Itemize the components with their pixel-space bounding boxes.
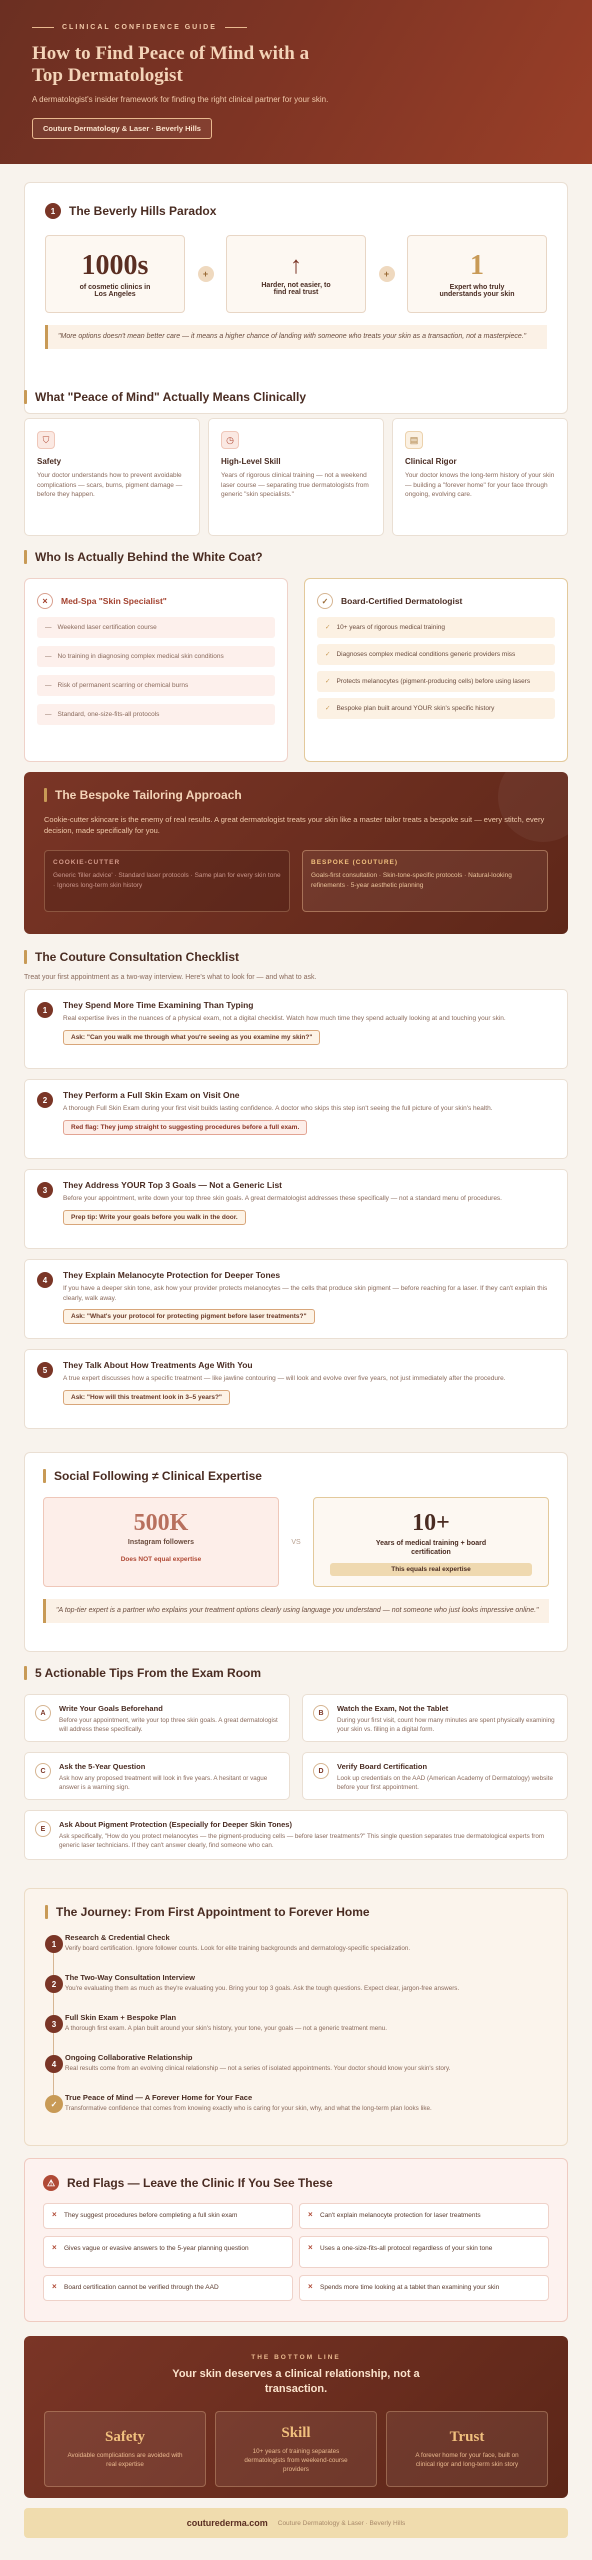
checklist-step: 4 They Explain Melanocyte Protection for Deeper Tones If you have a deeper skin tone, ask how your provider protects melanocytes — the cells that produce skin pigment — before reaching for a laser. If they can't explain this clearly, walk away. Ask: "What's your protocol for protecting pigment before laser treatments?" bbox=[24, 1259, 568, 1339]
journey-step: 4 Ongoing Collaborative Relationship Real results come from an evolving clinical relationship — not a series of isolated appointments. Your doctor should know your skin's story. bbox=[25, 2053, 567, 2093]
journey-step: 1 Research & Credential Check Verify board certification. Ignore follower counts. Look for elite training backgrounds and dermatology-specific specialization. bbox=[25, 1933, 567, 1973]
bespoke-desc: Cookie-cutter skincare is the enemy of real results. A great dermatologist treats your skin like a master tailor treats a bespoke suit — every stitch, every decision, made specifically for you. bbox=[44, 815, 545, 835]
paradox-card bbox=[24, 182, 568, 414]
list-item: — Weekend laser certification course bbox=[37, 617, 275, 638]
list-item: ✓ Protects melanocytes (pigment-producing cells) before using lasers bbox=[317, 671, 555, 692]
bottom-eyebrow: THE BOTTOM LINE bbox=[251, 2354, 341, 2361]
bottom-title: Your skin deserves a clinical relationship, not a transaction. bbox=[172, 2368, 420, 2395]
red-flag-item: × Can't explain melanocyte protection for laser treatments bbox=[299, 2203, 549, 2229]
bottom-card-trust: Trust A forever home for your face, built on clinical rigor and long-term skin story bbox=[386, 2411, 548, 2487]
journey-step: 2 The Two-Way Consultation Interview You're evaluating them as much as they're evaluating you. Bring your top 3 goals. Ask the tough questions. Expect clear, jargon-free answers. bbox=[25, 1973, 567, 2013]
list-item: — Standard, one-size-fits-all protocols bbox=[37, 704, 275, 725]
vs-label: VS bbox=[291, 1538, 301, 1546]
x-icon: × bbox=[37, 593, 53, 609]
hero-header bbox=[0, 0, 592, 164]
red-flags-card bbox=[24, 2158, 568, 2322]
footer-sub: Couture Dermatology & Laser · Beverly Hills bbox=[277, 2519, 406, 2527]
checklist-step: 2 They Perform a Full Skin Exam on Visit One A thorough Full Skin Exam during your first visit builds lasting confidence. A doctor who skips this step isn't seeing the full picture of your skin's health. Red flag: They jump straight to suggesting procedures before a full exam. bbox=[24, 1079, 568, 1159]
social-card bbox=[24, 1452, 568, 1652]
check-icon: ✓ bbox=[317, 593, 333, 609]
tip-item: C Ask the 5-Year Question Ask how any proposed treatment will look in five years. A hesitant or vague answer is a warning sign. bbox=[24, 1752, 290, 1800]
red-flag-item: × Uses a one-size-fits-all protocol regardless of your skin tone bbox=[299, 2236, 549, 2268]
clock-icon: ◷ bbox=[221, 431, 239, 449]
footer bbox=[24, 2508, 568, 2538]
cookie-cutter-box: COOKIE-CUTTER Generic 'filler advice' · Standard laser protocols · Same plan for every skin tone · Ignores long-term skin history bbox=[44, 850, 290, 912]
list-item: — No training in diagnosing complex medical skin conditions bbox=[37, 646, 275, 667]
list-item: ✓ Bespoke plan built around YOUR skin's specific history bbox=[317, 698, 555, 719]
shield-icon: ⛉ bbox=[37, 431, 55, 449]
followers-box: 500K Instagram followers Does NOT equal expertise bbox=[43, 1497, 279, 1587]
paradox-title: The Beverly Hills Paradox bbox=[69, 204, 217, 218]
tip-item: B Watch the Exam, Not the Tablet During your first visit, count how many minutes are spent physically examining your skin vs. filling in a digital form. bbox=[302, 1694, 568, 1742]
clinic-pill: Couture Dermatology & Laser · Beverly Hills bbox=[32, 118, 212, 139]
journey-card bbox=[24, 1888, 568, 2146]
stat-trust: ↑ Harder, not easier, to find real trust bbox=[226, 235, 366, 313]
checklist-step: 1 They Spend More Time Examining Than Typing Real expertise lives in the nuances of a physical exam, not a digital checklist. Watch how much time they spend actually looking at and touching your skin. Ask: "Can you walk me through what you're seeing as you examine my skin?" bbox=[24, 989, 568, 1069]
dermatologist-column: ✓ Board-Certified Dermatologist ✓ 10+ years of rigorous medical training ✓ Diagnoses complex medical conditions generic providers miss ✓ Protects melanocytes (pigment-producing cells) before using lasers ✓ Bespoke plan built around YOUR skin's specific history bbox=[304, 578, 568, 762]
tip-item: D Verify Board Certification Look up credentials on the AAD (American Academy of Dermatology) website before your first appointment. bbox=[302, 1752, 568, 1800]
journey-step: ✓ True Peace of Mind — A Forever Home for Your Face Transformative confidence that comes from knowing exactly who is caring for your skin, why, and what the long-term plan looks like. bbox=[25, 2093, 567, 2133]
paradox-quote: "More options doesn't mean better care — it means a higher chance of landing with someone who treats your skin as a transaction, not a masterpiece." bbox=[45, 325, 547, 349]
bottom-line-card bbox=[24, 2336, 568, 2498]
stat-expert: 1 Expert who truly understands your skin bbox=[407, 235, 547, 313]
card-rigor: ▤ Clinical Rigor Your doctor knows the long-term history of your skin — building a "forever home" for your face through ongoing, evolving care. bbox=[392, 418, 568, 536]
check-icon: ✓ bbox=[45, 2095, 63, 2113]
bespoke-title: The Bespoke Tailoring Approach bbox=[55, 788, 242, 802]
tips-title: 5 Actionable Tips From the Exam Room bbox=[35, 1666, 262, 1680]
red-flag-item: × Board certification cannot be verified through the AAD bbox=[43, 2275, 293, 2301]
coat-title: Who Is Actually Behind the White Coat? bbox=[35, 550, 263, 564]
list-item: — Risk of permanent scarring or chemical burns bbox=[37, 675, 275, 696]
checklist-step: 3 They Address YOUR Top 3 Goals — Not a Generic List Before your appointment, write down your top three skin goals. A great dermatologist addresses these specifically — not a standard menu of procedures. Prep tip: Write your goals before you walk in the door. bbox=[24, 1169, 568, 1249]
bespoke-card bbox=[24, 772, 568, 934]
social-quote: "A top-tier expert is a partner who explains your treatment options clearly using language you understand — not someone who just looks impressive online." bbox=[43, 1599, 549, 1623]
stat-clinics: 1000s of cosmetic clinics in Los Angeles bbox=[45, 235, 185, 313]
arrow-up-icon: ↑ bbox=[290, 252, 302, 279]
red-flags-title: Red Flags — Leave the Clinic If You See These bbox=[67, 2176, 333, 2190]
peace-title: What "Peace of Mind" Actually Means Clinically bbox=[35, 390, 306, 404]
tip-item: E Ask About Pigment Protection (Especially for Deeper Skin Tones) Ask specifically, "How do you protect melanocytes — the pigment-producing cells — before laser treatments?" This single question separates true dermatological experts from generic laser technicians. If they can't answer clearly, find someone who can. bbox=[24, 1810, 568, 1860]
hero-eyebrow: CLINICAL CONFIDENCE GUIDE bbox=[32, 24, 560, 31]
card-skill: ◷ High-Level Skill Years of rigorous clinical training — not a weekend laser course — separating true dermatologists from generic "skin specialists." bbox=[208, 418, 384, 536]
checklist-step: 5 They Talk About How Treatments Age With You A true expert discusses how a specific treatment — like jawline contouring — will look and evolve over five years, not just immediately after the procedure. Ask: "How will this treatment look in 3–5 years?" bbox=[24, 1349, 568, 1429]
list-item: ✓ 10+ years of rigorous medical training bbox=[317, 617, 555, 638]
card-safety: ⛉ Safety Your doctor understands how to prevent avoidable complications — scars, burns, pigment damage — before they happen. bbox=[24, 418, 200, 536]
red-flag-item: × Spends more time looking at a tablet than examining your skin bbox=[299, 2275, 549, 2301]
page-title: How to Find Peace of Mind with a Top Dermatologist bbox=[32, 43, 310, 86]
social-title: Social Following ≠ Clinical Expertise bbox=[54, 1469, 262, 1483]
checklist-intro: Treat your first appointment as a two-way interview. Here's what to look for — and what to ask. bbox=[24, 974, 317, 981]
warning-icon: ⚠ bbox=[43, 2175, 59, 2191]
plus-icon: + bbox=[379, 266, 395, 282]
bespoke-couture-box: BESPOKE (COUTURE) Goals-first consultation · Skin-tone-specific protocols · Natural-looking refinements · 5-year aesthetic planning bbox=[302, 850, 548, 912]
checklist-title: The Couture Consultation Checklist bbox=[35, 950, 240, 964]
document-icon: ▤ bbox=[405, 431, 423, 449]
tip-item: A Write Your Goals Beforehand Before your appointment, write your top three skin goals. A great dermatologist will address these specifically. bbox=[24, 1694, 290, 1742]
bottom-card-safety: Safety Avoidable complications are avoided with real expertise bbox=[44, 2411, 206, 2487]
bottom-card-skill: Skill 10+ years of training separates dermatologists from weekend-course providers bbox=[215, 2411, 377, 2487]
plus-icon: + bbox=[198, 266, 214, 282]
footer-link[interactable]: couturederma.com bbox=[186, 2518, 268, 2528]
red-flag-item: × They suggest procedures before completing a full skin exam bbox=[43, 2203, 293, 2229]
list-item: ✓ Diagnoses complex medical conditions generic providers miss bbox=[317, 644, 555, 665]
training-box: 10+ Years of medical training + board certification This equals real expertise bbox=[313, 1497, 549, 1587]
med-spa-column: × Med-Spa "Skin Specialist" — Weekend laser certification course — No training in diagnosing complex medical skin conditions — Risk of permanent scarring or chemical burns — Standard, one-size-fits-all protocols bbox=[24, 578, 288, 762]
journey-title: The Journey: From First Appointment to Forever Home bbox=[56, 1905, 370, 1919]
journey-step: 3 Full Skin Exam + Bespoke Plan A thorough first exam. A plan built around your skin's history, your tone, your goals — not a generic treatment menu. bbox=[25, 2013, 567, 2053]
red-flag-item: × Gives vague or evasive answers to the 5-year planning question bbox=[43, 2236, 293, 2268]
hero-subtitle: A dermatologist's insider framework for finding the right clinical partner for your skin. bbox=[32, 95, 329, 104]
section-number: 1 bbox=[45, 203, 61, 219]
